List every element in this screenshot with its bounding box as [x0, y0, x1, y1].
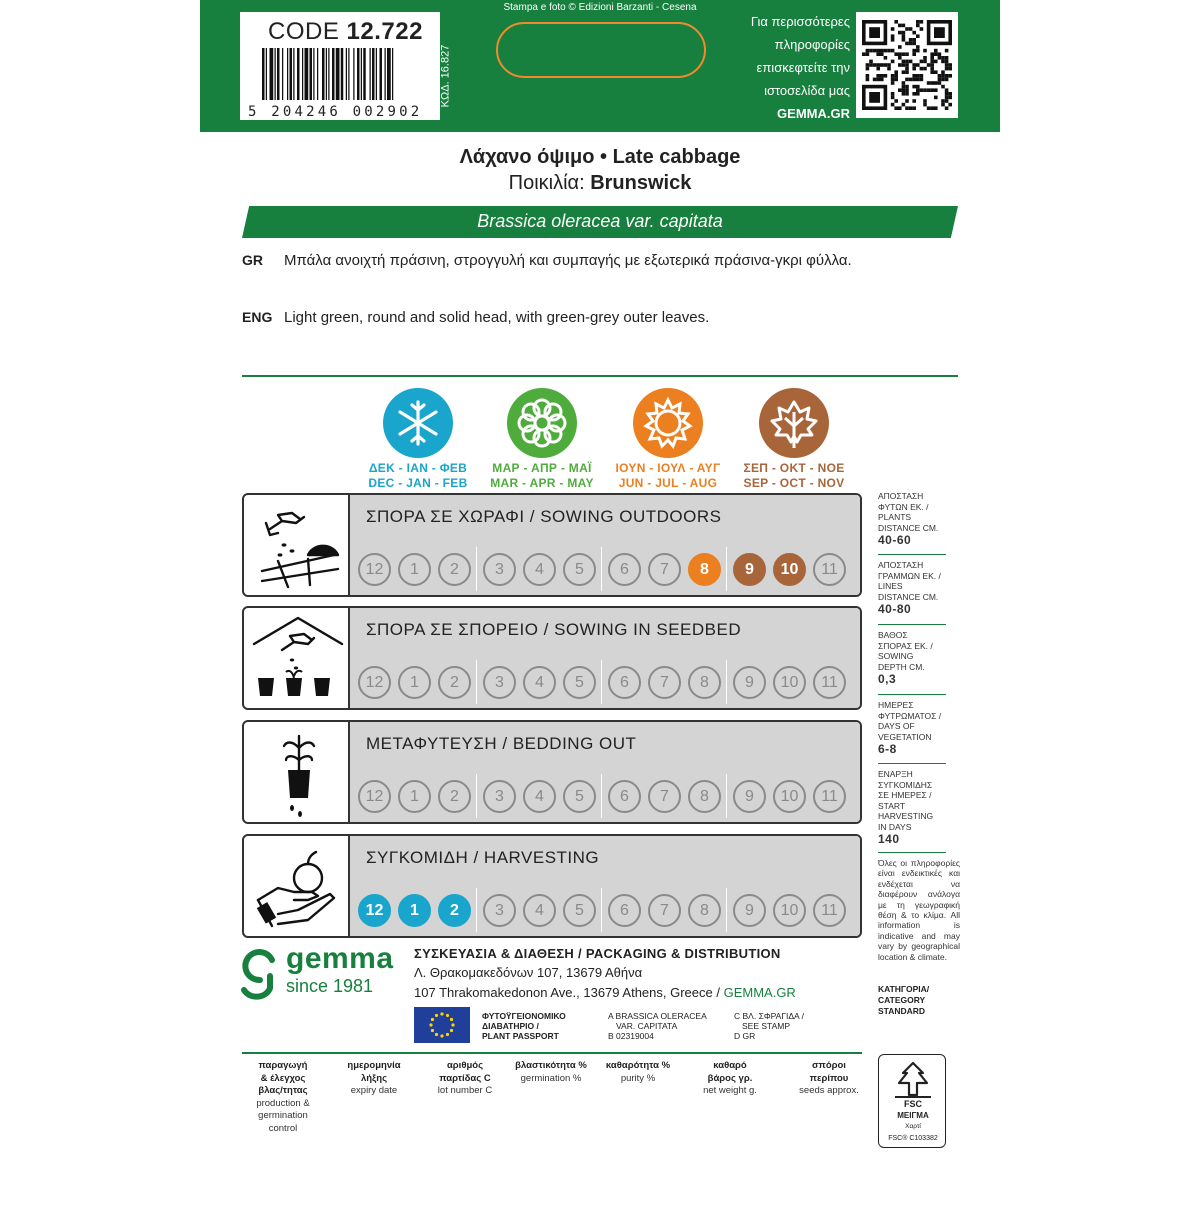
season-separator — [601, 660, 602, 704]
month-circle: 5 — [563, 553, 596, 586]
info-label: IN DAYS — [878, 821, 912, 832]
growing-info-item — [878, 560, 946, 615]
month-circle: 3 — [483, 780, 516, 813]
season-separator — [476, 660, 477, 704]
month-circle: 1 — [398, 666, 431, 699]
flower-icon — [507, 388, 577, 458]
footer-field — [338, 1060, 410, 1098]
month-circle: 9 — [733, 666, 766, 699]
field-label-en: germination % — [520, 1072, 582, 1084]
fsc-mix: ΜΕΙΓΜΑ — [897, 1111, 929, 1120]
row-month-panel — [348, 836, 860, 936]
row-month-panel — [348, 722, 860, 822]
month-circle: 6 — [608, 894, 641, 927]
season-label-en: SEP - OCT - NOV — [743, 476, 845, 490]
brand-since: since 1981 — [286, 976, 374, 996]
season-label-gr: ΣΕΠ - ΟΚΤ - ΝΟΕ — [743, 461, 845, 475]
season-separator — [601, 774, 602, 818]
info-line: πληροφορίες — [774, 37, 850, 52]
month-circle: 12 — [358, 780, 391, 813]
field-label-gr: περίπου — [809, 1072, 849, 1084]
month-circle: 12 — [358, 666, 391, 699]
field-label-gr: λήξης — [360, 1072, 388, 1084]
category — [878, 984, 958, 1017]
field-label-en: germination — [258, 1110, 308, 1121]
info-divider — [878, 763, 946, 764]
fsc-brand: FSC — [904, 1099, 922, 1109]
description-en: Light green, round and solid head, with green-grey outer leaves. — [284, 309, 710, 326]
info-divider — [878, 554, 946, 555]
month-strip — [358, 780, 858, 814]
season-separator — [476, 888, 477, 932]
sun-icon — [633, 388, 703, 458]
season-separator — [726, 888, 727, 932]
info-value: 6-8 — [878, 742, 897, 756]
month-circle: 2 — [438, 780, 471, 813]
row-label: ΣΠΟΡΑ ΣΕ ΧΩΡΑΦΙ / SOWING OUTDOORS — [366, 507, 722, 526]
season-separator — [726, 547, 727, 591]
season-label-en: MAR - APR - MAY — [490, 476, 594, 490]
season-separator — [476, 774, 477, 818]
field-label-gr: ημερομηνία — [347, 1060, 401, 1071]
footer-field — [428, 1060, 502, 1098]
field-label-en: production & — [256, 1097, 310, 1109]
month-circle: 6 — [608, 780, 641, 813]
disclaimer: Όλες οι πληροφορίες είναι ενδεικτικές και ενδέχεται να διαφέρουν ανάλογα με τη γεωγραφική θέση & το κλίμα. All information is indicative and may vary by geographical location & climate. — [878, 858, 960, 962]
growing-info-item — [878, 630, 946, 685]
field-label-en: control — [268, 1122, 298, 1134]
fsc-paper: Χαρτί — [905, 1123, 921, 1130]
distributor-url[interactable]: GEMMA.GR — [723, 985, 796, 1000]
info-line: επισκεφτείτε την — [756, 60, 850, 75]
variety-line: Ποικιλία: Brunswick — [508, 172, 692, 194]
category-value: STANDARD — [878, 1006, 926, 1016]
info-label: DISTANCE CM. — [878, 591, 939, 602]
field-label-gr: βλας/τητας — [258, 1085, 308, 1096]
season-label-gr: ΙΟΥΝ - ΙΟΥΛ - ΑΥΓ — [615, 461, 721, 475]
calendar-row — [242, 606, 862, 710]
row-label: ΣΠΟΡΑ ΣΕ ΣΠΟΡΕΙΟ / SOWING IN SEEDBED — [366, 620, 742, 639]
info-label: DISTANCE CM. — [878, 522, 939, 533]
ean-digits: 5 204246 002902 — [248, 104, 423, 120]
calendar-row — [242, 834, 862, 938]
row-month-panel — [348, 608, 860, 708]
month-circle: 5 — [563, 666, 596, 699]
month-circle: 5 — [563, 894, 596, 927]
info-value: 40-80 — [878, 602, 912, 616]
footer-field — [598, 1060, 678, 1085]
address-gr: Λ. Θρακομακεδόνων 107, 13679 Αθήνα — [414, 965, 643, 980]
month-circle: 10 — [773, 666, 806, 699]
category-label-en: CATEGORY — [878, 995, 926, 1005]
print-credit: Stampa e foto © Edizioni Barzanti - Cesena — [503, 2, 697, 13]
calendar-row — [242, 493, 862, 597]
brand-name: gemma — [286, 942, 394, 975]
month-circle: 4 — [523, 894, 556, 927]
season-label-en: JUN - JUL - AUG — [618, 476, 718, 490]
season-label-gr: ΔΕΚ - ΙΑΝ - ΦΕΒ — [368, 461, 468, 475]
month-circle: 4 — [523, 780, 556, 813]
growing-info-item — [878, 491, 946, 546]
month-circle: 1 — [398, 553, 431, 586]
calendar-row — [242, 720, 862, 824]
divider — [242, 375, 958, 377]
lang-tag-en: ENG — [242, 309, 273, 325]
footer-field — [508, 1060, 594, 1085]
sowing-outdoors-icon — [248, 499, 344, 591]
info-label: ΕΝΑΡΞΗ — [878, 769, 913, 779]
season-separator — [601, 547, 602, 591]
info-label: ΣΠΟΡΑΣ ΕΚ. / — [878, 640, 933, 651]
product-code: CODE 12.722 — [268, 18, 423, 45]
info-label: START — [878, 800, 906, 811]
qr-pattern — [856, 12, 958, 118]
footer-field — [694, 1060, 766, 1098]
season-label-gr: ΜΑΡ - ΑΠΡ - ΜΑΪ — [492, 461, 592, 475]
growing-info-item — [878, 769, 946, 845]
month-circle: 8 — [688, 894, 721, 927]
month-circle: 3 — [483, 894, 516, 927]
description-gr: Μπάλα ανοιχτή πράσινη, στρογγυλή και συμπαγής με εξωτερικά πράσινα-γκρι φύλλα. — [284, 252, 852, 269]
field-label-en: expiry date — [350, 1085, 398, 1096]
month-circle: 11 — [813, 780, 846, 813]
lang-tag-gr: GR — [242, 252, 263, 268]
info-label: VEGETATION — [878, 731, 932, 742]
info-label: ΗΜΕΡΕΣ — [878, 700, 914, 710]
footer-field — [790, 1060, 868, 1098]
month-circle: 1 — [398, 780, 431, 813]
seedbed-icon — [248, 612, 344, 704]
footer-field — [242, 1060, 324, 1135]
season-separator — [726, 774, 727, 818]
info-divider — [878, 852, 946, 853]
season-label-en: DEC - JAN - FEB — [368, 476, 468, 490]
month-circle: 6 — [608, 666, 641, 699]
season-separator — [601, 888, 602, 932]
internal-code: ΚΩΔ. 16.827 — [439, 44, 452, 108]
month-circle: 8 — [688, 666, 721, 699]
footer-divider — [242, 1052, 862, 1054]
info-label: SOWING — [878, 651, 914, 661]
info-label: ΦΥΤΩΝ ΕΚ. / — [878, 501, 929, 512]
month-circle: 8 — [688, 780, 721, 813]
passport-a: A BRASSICA OLERACEA VAR. CAPITATA B 02319004 — [608, 1011, 707, 1041]
website-info — [720, 10, 850, 125]
info-value: 0,3 — [878, 672, 897, 686]
field-label-en: purity % — [620, 1072, 656, 1084]
growing-info-item — [878, 700, 946, 755]
season-separator — [726, 660, 727, 704]
field-label-gr: αριθμός — [446, 1060, 484, 1071]
month-circle: 6 — [608, 553, 641, 586]
month-circle: 9 — [733, 894, 766, 927]
month-circle: 4 — [523, 553, 556, 586]
month-circle: 7 — [648, 780, 681, 813]
fsc-tree-icon — [893, 1059, 933, 1099]
address-en: 107 Thrakomakedonon Ave., 13679 Athens, Greece / GEMMA.GR — [414, 985, 796, 1000]
month-circle: 11 — [813, 894, 846, 927]
info-label: ΑΠΟΣΤΑΣΗ — [878, 491, 924, 501]
month-circle: 3 — [483, 553, 516, 586]
plant-passport-title: ΦΥΤΟΫΓΕΙΟΝΟΜΙΚΟ ΔΙΑΒΑΤΗΡΙΟ / PLANT PASSPORT — [482, 1011, 566, 1041]
fsc-badge — [878, 1054, 946, 1148]
passport-b: B 02319004 — [608, 1031, 654, 1041]
passport-c: C ΒΛ. ΣΦΡΑΓΙΔΑ / SEE STAMP D GR — [734, 1011, 804, 1041]
row-month-panel — [348, 495, 860, 595]
month-circle: 10 — [773, 894, 806, 927]
gemma-logo-icon — [240, 946, 280, 1002]
month-circle: 4 — [523, 666, 556, 699]
info-label: ΣΥΓΚΟΜΙΔΗΣ — [878, 779, 933, 790]
month-circle: 11 — [813, 553, 846, 586]
month-circle: 2 — [438, 666, 471, 699]
field-label-gr: καθαρό — [713, 1060, 747, 1071]
field-label-gr: βάρος γρ. — [707, 1072, 753, 1084]
barcode — [262, 48, 432, 100]
packaging-title: ΣΥΣΚΕΥΑΣΙΑ & ΔΙΑΘΕΣΗ / PACKAGING & DISTRIBUTION — [414, 946, 781, 961]
info-label: PLANTS — [878, 512, 912, 522]
qr-code[interactable] — [856, 12, 958, 118]
month-strip — [358, 666, 858, 700]
row-label: ΜΕΤΑΦΥΤΕΥΣΗ / BEDDING OUT — [366, 734, 637, 753]
website-url[interactable]: GEMMA.GR — [777, 106, 850, 121]
hang-hole-outline — [496, 22, 706, 78]
field-label-gr: καθαρότητα % — [605, 1060, 671, 1071]
info-label: ΦΥΤΡΩΜΑΤΟΣ / — [878, 710, 942, 721]
field-label-en: seeds approx. — [799, 1085, 859, 1096]
month-circle: 7 — [648, 553, 681, 586]
field-label-gr: & έλεγχος — [260, 1072, 306, 1084]
month-circle: 3 — [483, 666, 516, 699]
month-circle: 12 — [358, 553, 391, 586]
eu-flag-icon — [414, 1007, 470, 1043]
month-circle: 10 — [773, 553, 806, 586]
month-circle: 5 — [563, 780, 596, 813]
row-label: ΣΥΓΚΟΜΙΔΗ / HARVESTING — [366, 848, 600, 867]
product-title: Λάχανο όψιμο • Late cabbage — [459, 146, 741, 168]
passport-d: D GR — [734, 1031, 756, 1041]
leaf-icon — [759, 388, 829, 458]
info-value: 140 — [878, 832, 900, 846]
info-label: HARVESTING — [878, 811, 934, 821]
month-circle: 2 — [438, 894, 471, 927]
field-label-gr: παρτίδας C — [439, 1072, 491, 1084]
info-label: DEPTH CM. — [878, 661, 925, 672]
info-divider — [878, 694, 946, 695]
month-circle: 8 — [688, 553, 721, 586]
month-circle: 2 — [438, 553, 471, 586]
month-circle: 1 — [398, 894, 431, 927]
info-label: ΒΑΘΟΣ — [878, 630, 908, 640]
latin-name: Brassica oleracea var. capitata — [477, 211, 723, 231]
month-circle: 9 — [733, 780, 766, 813]
field-label-gr: σπόροι — [812, 1060, 846, 1071]
month-strip — [358, 553, 858, 587]
month-circle: 7 — [648, 894, 681, 927]
snowflake-icon — [383, 388, 453, 458]
month-circle: 7 — [648, 666, 681, 699]
field-label-en: net weight g. — [703, 1085, 757, 1096]
fsc-code: FSC® C103382 — [888, 1135, 938, 1142]
header-band — [200, 0, 1000, 132]
harvest-icon — [248, 840, 344, 932]
month-circle: 9 — [733, 553, 766, 586]
info-divider — [878, 624, 946, 625]
season-separator — [476, 547, 477, 591]
info-value: 40-60 — [878, 533, 912, 547]
month-circle: 12 — [358, 894, 391, 927]
info-label: DAYS OF — [878, 721, 915, 731]
month-circle: 10 — [773, 780, 806, 813]
info-label: ΓΡΑΜΜΩΝ ΕΚ. / — [878, 570, 941, 581]
month-circle: 11 — [813, 666, 846, 699]
field-label-en: lot number C — [437, 1085, 493, 1096]
barcode-card — [240, 12, 440, 120]
field-label-gr: βλαστικότητα % — [515, 1060, 587, 1071]
info-label: LINES — [878, 581, 903, 591]
month-strip — [358, 894, 858, 928]
category-label: ΚΑΤΗΓΟΡΙΑ/ — [878, 984, 930, 994]
transplant-icon — [248, 726, 344, 818]
info-label: ΑΠΟΣΤΑΣΗ — [878, 560, 924, 570]
info-line: ιστοσελίδα μας — [764, 83, 850, 98]
info-label: ΣΕ ΗΜΕΡΕΣ / — [878, 790, 932, 800]
info-line: Για περισσότερες — [750, 14, 850, 29]
field-label-gr: παραγωγή — [258, 1060, 308, 1071]
